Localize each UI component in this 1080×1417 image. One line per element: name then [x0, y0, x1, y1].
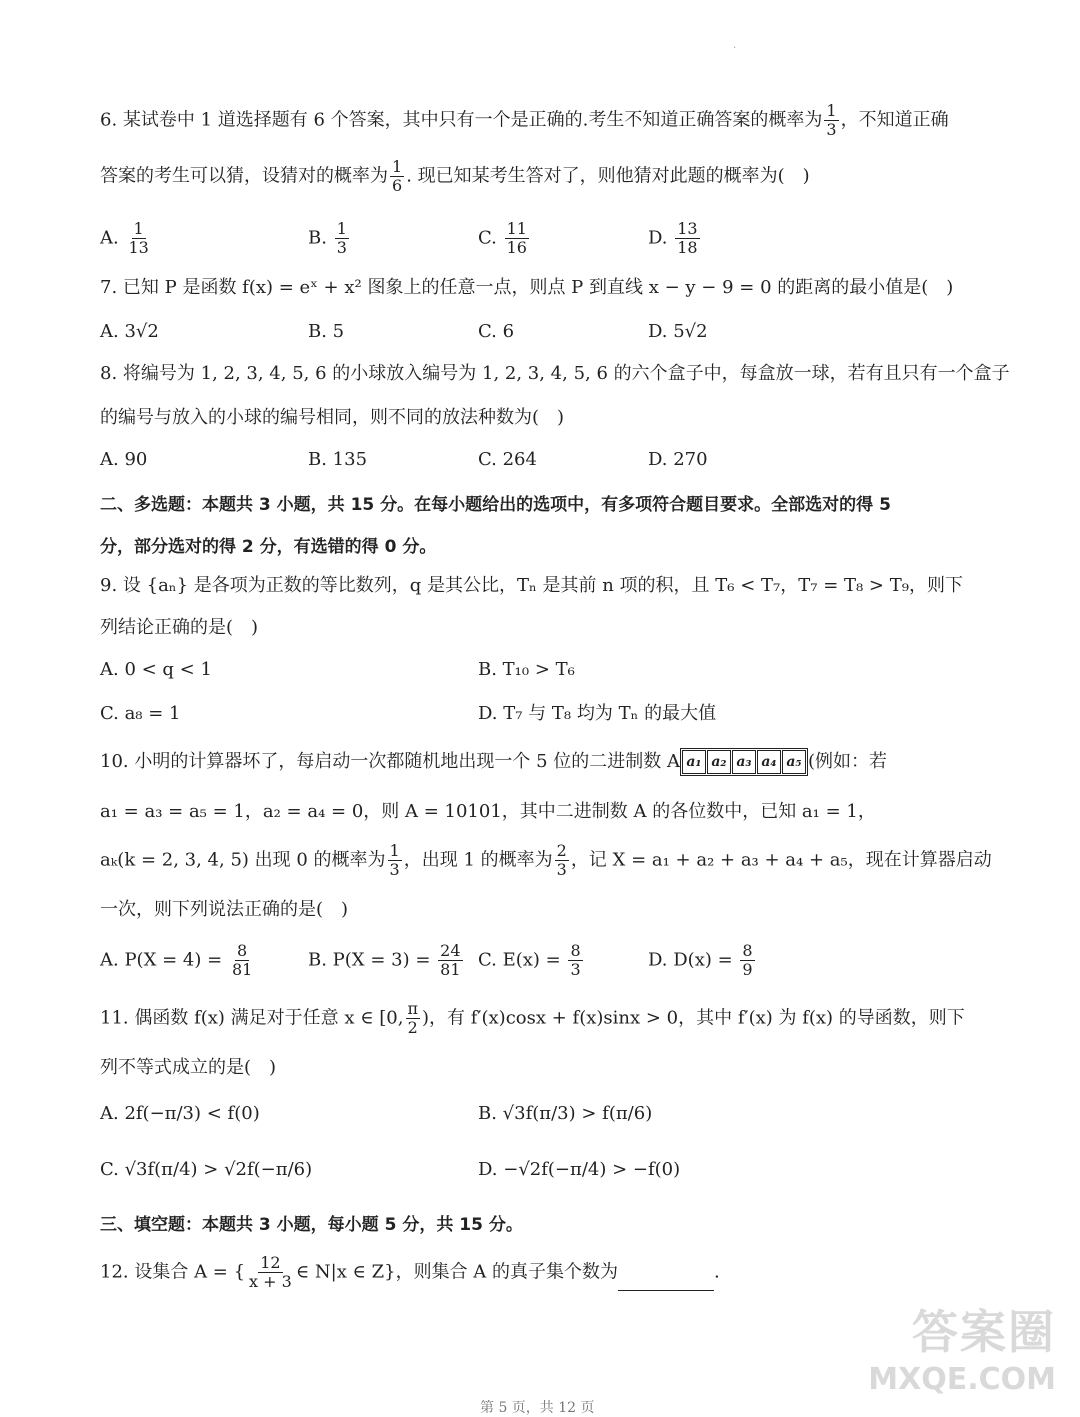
q10-option-a: A. P(X = 4) = $\frac{8}{81}$ [100, 941, 253, 979]
q8-line2: 的编号与放入的小球的编号相同，则不同的放法种数为( ) [100, 407, 565, 428]
section2-heading-line2: 分，部分选对的得 2 分，有选错的得 0 分。 [100, 537, 437, 557]
q10-fraction-1: $\frac{1}{3}$ [389, 841, 400, 879]
q9-option-c: C. a₈ = 1 [100, 703, 181, 724]
q11-option-d: D. −√2f(−π/4) > −f(0) [478, 1159, 681, 1180]
q8-option-a: A. 90 [100, 449, 148, 470]
top-dot: . [733, 40, 737, 51]
q10-option-c: C. E(x) = $\frac{8}{3}$ [478, 941, 581, 979]
q9-option-d: D. T₇ 与 T₈ 均为 Tₙ 的最大值 [478, 703, 717, 724]
binary-digit-boxes: a₁ a₂ a₃ a₄ a₅ [680, 748, 808, 776]
watermark-url: MXQE.COM [868, 1362, 1056, 1397]
q6-option-b: B. $\frac{1}{3}$ [308, 219, 347, 257]
q10-fraction-2: $\frac{2}{3}$ [556, 841, 567, 879]
q11-option-a: A. 2f(−π/3) < f(0) [100, 1103, 260, 1124]
q8-line1: 8. 将编号为 1, 2, 3, 4, 5, 6 的小球放入编号为 1, 2, 3, 4, 5, 6 的六个盒子中，每盒放一球，若有且只有一个盒子 [100, 363, 1010, 384]
q8-option-c: C. 264 [478, 449, 537, 470]
q10-line1: 10. 小明的计算器坏了，每启动一次都随机地出现一个 5 位的二进制数 A a₁ a₂ a₃ a₄ a₅ (例如：若 [100, 748, 887, 776]
q10-line2: a₁ = a₃ = a₅ = 1，a₂ = a₄ = 0，则 A = 10101，其中二进制数 A 的各位数中，已知 a₁ = 1， [100, 801, 876, 822]
q8-option-b: B. 135 [308, 449, 368, 470]
q7-option-a: A. 3√2 [100, 321, 159, 342]
q6-line2: 答案的考生可以猜，设猜对的概率为 $\frac{1}{6}$ . 现已知某考生答对了，则他猜对此题的概率为( ) [100, 157, 810, 195]
q9-line1: 9. 设 {aₙ} 是各项为正数的等比数列，q 是其公比，Tₙ 是其前 n 项的积，且 T₆ < T₇，T₇ = T₈ > T₉，则下 [100, 575, 963, 596]
q12-text: 12. 设集合 A = { $\frac{12}{x + 3}$ ∈ N|x ∈ Z}，则集合 A 的真子集个数为 . [100, 1253, 720, 1291]
q6-option-c: C. $\frac{11}{16}$ [478, 219, 527, 257]
q6-fraction-1: $\frac{1}{3}$ [826, 101, 837, 139]
watermark-logo-text: 答案圈 [912, 1305, 1056, 1359]
q6-line1: 6. 某试卷中 1 道选择题有 6 个答案，其中只有一个是正确的.考生不知道正确答案的概率为 $\frac{1}{3}$ ，不知道正确 [100, 101, 949, 139]
q7-option-b: B. 5 [308, 321, 345, 342]
q9-option-b: B. T₁₀ > T₆ [478, 659, 575, 680]
q10-option-d: D. D(x) = $\frac{8}{9}$ [648, 941, 753, 979]
page-footer: 第 5 页，共 12 页 [480, 1400, 595, 1416]
section2-heading-line1: 二、多选题：本题共 3 小题，共 15 分。在每小题给出的选项中，有多项符合题目要求。全部选对的得 5 [100, 495, 891, 515]
q10-line4: 一次，则下列说法正确的是( ) [100, 899, 349, 920]
q12-fraction: $\frac{12}{x + 3}$ [249, 1253, 292, 1291]
q9-line2: 列结论正确的是( ) [100, 617, 259, 638]
q8-option-d: D. 270 [648, 449, 708, 470]
section3-heading: 三、填空题：本题共 3 小题，每小题 5 分，共 15 分。 [100, 1215, 523, 1235]
q6-fraction-2: $\frac{1}{6}$ [392, 157, 403, 195]
q10-line3: aₖ(k = 2, 3, 4, 5) 出现 0 的概率为 $\frac{1}{3}$ ，出现 1 的概率为 $\frac{2}{3}$ ，记 X = a₁ + a₂ + a₃ + a₄ + a₅，现在计算器启动 [100, 841, 992, 879]
q11-option-b: B. √3f(π/3) > f(π/6) [478, 1103, 653, 1124]
q7-option-d: D. 5√2 [648, 321, 708, 342]
q11-line1: 11. 偶函数 f(x) 满足对于任意 x ∈ [0, $\frac{\pi}{2}$ )，有 f′(x)cosx + f(x)sinx > 0，其中 f′(x) 为 f(x) 的导函数，则下 [100, 999, 965, 1037]
watermark-logo [868, 1296, 1056, 1397]
q9-option-a: A. 0 < q < 1 [100, 659, 212, 680]
q10-option-b: B. P(X = 3) = $\frac{24}{81}$ [308, 941, 461, 979]
q6-option-d: D. $\frac{13}{18}$ [648, 219, 698, 257]
q11-line2: 列不等式成立的是( ) [100, 1057, 277, 1078]
q6-option-a: A. $\frac{1}{13}$ [100, 219, 149, 257]
q11-fraction: $\frac{\pi}{2}$ [407, 999, 419, 1037]
q7-text: 7. 已知 P 是函数 f(x) = eˣ + x² 图象上的任意一点，则点 P 到直线 x − y − 9 = 0 的距离的最小值是( ) [100, 277, 954, 298]
q11-option-c: C. √3f(π/4) > √2f(−π/6) [100, 1159, 313, 1180]
q7-option-c: C. 6 [478, 321, 515, 342]
answer-blank[interactable] [618, 1272, 714, 1291]
